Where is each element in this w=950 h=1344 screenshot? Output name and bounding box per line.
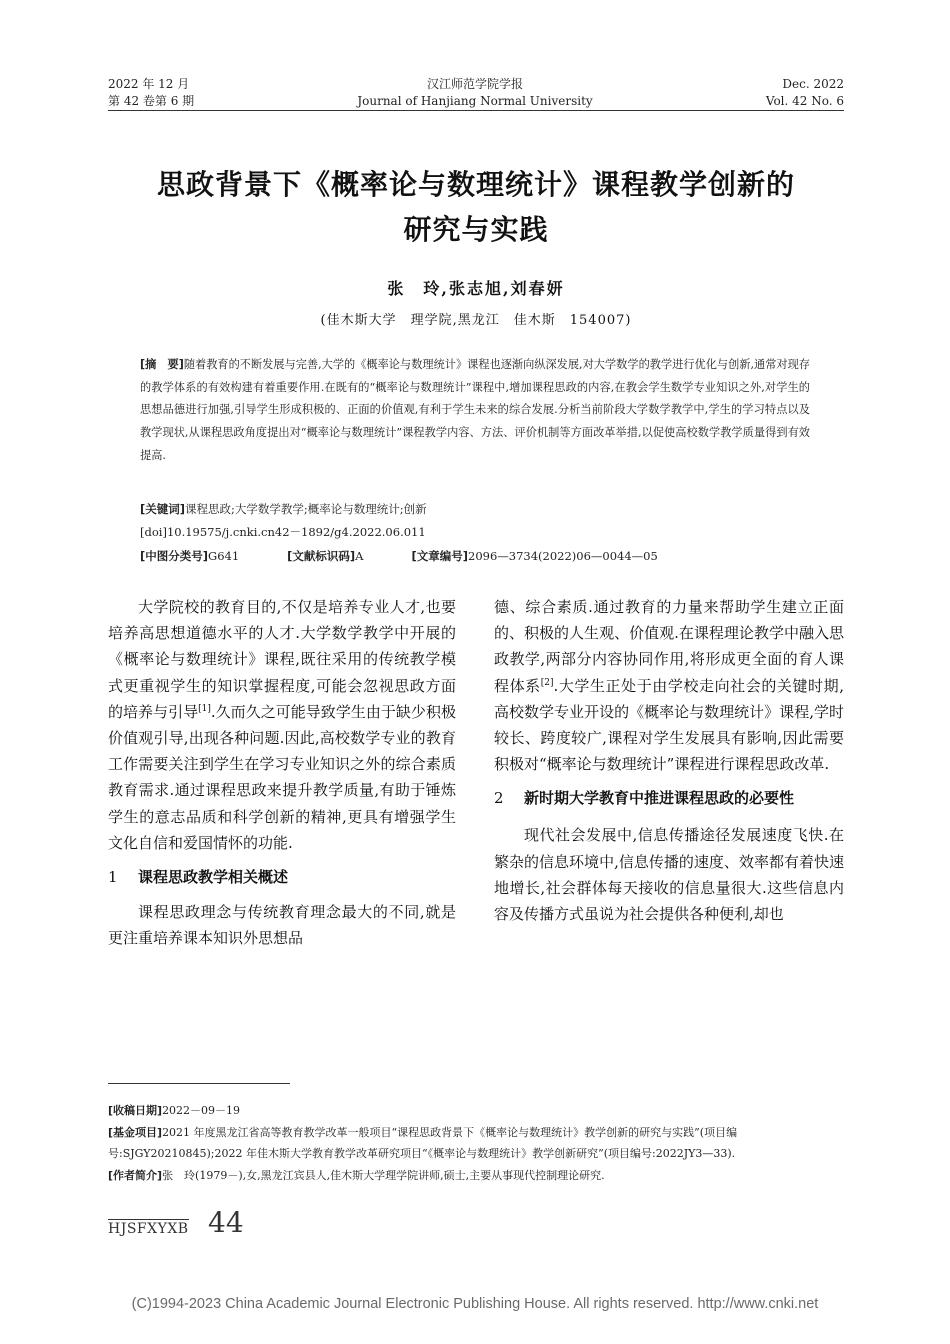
footnote-funding [108,1122,844,1165]
citation-ref-1[interactable]: [1] [198,703,211,714]
body-column-right [494,594,844,927]
section-1-number: 1 [108,868,118,887]
header-volume: 第 42 卷第 6 期 [108,94,195,108]
abstract [140,354,810,468]
header-date-en: Dec. 2022 [782,77,844,91]
title-line-1: 思政背景下《概率论与数理统计》课程教学创新的 [156,168,795,201]
footnote-author [108,1165,844,1187]
citation-ref-2[interactable]: [2] [540,677,554,688]
section-1-paragraph: 课程思政理念与传统教育理念最大的不同,就是更注重培养课本知识外思想品 [108,903,456,948]
clc-value: G641 [208,549,240,563]
article-number-value: 2096—3734(2022)06—0044—05 [468,549,658,563]
section-1-heading [108,864,456,891]
section-2-heading [494,785,844,812]
author-list: 张 玲,张志旭,刘春妍 [387,279,565,298]
header-rule [108,110,844,111]
journal-name-cn: 汉江师范学院学报 [426,77,523,91]
journal-name-en: Journal of Hanjiang Normal University [357,94,593,108]
clc-label: [中图分类号] [140,549,209,563]
intro-text-b: .久而久之可能导致学生由于缺少积极价值观引导,出现各种问题.因此,高校数学专业的教育工作需要关注到学生在学习专业知识之外的综合素质教育需求.通过课程思政来提升教学质量,有助于锤炼学生的意志品质和科学创新的精神,更具有增强学生文化自信和爱国情怀的功能. [108,702,456,852]
header-issue-en [766,76,844,110]
body-column-left [108,594,456,951]
footnote-rule [108,1083,290,1084]
intro-text-a: 大学院校的教育目的,不仅是培养专业人才,也要培养高思想道德水平的人才.大学数学教学中开展的《概率论与数理统计》课程,既往采用的传统教学模式更重视学生的知识掌握程度,可能会忽视思政方面的培养与引导 [108,598,456,721]
funding-label: [基金项目] [108,1125,163,1139]
header-journal [300,76,650,110]
keywords-label: [关键词] [140,502,186,516]
header-issue-date [108,76,194,110]
keywords [140,498,427,521]
copyright-notice: (C)1994-2023 China Academic Journal Electronic Publishing House. All rights reserved. http://www.cnki.net [131,1296,819,1312]
continued-text-a: 德、综合素质.通过教育的力量来帮助学生建立正面的、积极的人生观、价值观.在课程理论教学中融入思政教学,两部分内容协同作用,将形成更全面的育人课程体系 [494,598,844,695]
page-number: 44 [208,1206,244,1239]
abstract-text: 随着教育的不断发展与完善,大学的《概率论与数理统计》课程也逐渐向纵深发展,对大学数学的教学进行优化与创新,通常对现存的教学体系的有效构建有着重要作用.在既有的“概率论与数理统计”课程中,增加课程思政的内容,在教会学生数学专业知识之外,对学生的思想品德进行加强,引导学生形成积极的、正面的价值观,有利于学生未来的综合发展.分析当前阶段大学数学教学中,学生的学习特点以及教学现状,从课程思政角度提出对“概率论与数理统计”课程教学内容、方法、评价机制等方面改革举措,以促使高校数学教学质量得到有效提高. [140,358,810,462]
section-2-title: 新时期大学教育中推进课程思政的必要性 [524,789,795,808]
section-2-number: 2 [494,789,504,808]
intro-paragraph [108,594,456,856]
classification-line [140,545,658,568]
doc-code-value: A [355,549,364,563]
header-date: 2022 年 12 月 [108,77,190,91]
article-number-label: [文章编号] [411,549,468,563]
received-label: [收稿日期] [108,1104,163,1117]
footnote-received [108,1100,844,1122]
section-2-paragraph: 现代社会发展中,信息传播途径发展速度飞快.在繁杂的信息环境中,信息传播的速度、效率都有着快速地增长,社会群体每天接收的信息量很大.这些信息内容及传播方式虽说为社会提供各种便利,却也 [494,826,844,924]
doc-code-label: [文献标识码] [287,549,356,563]
received-date: 2022－09－19 [162,1104,241,1117]
section-1-title: 课程思政教学相关概述 [138,868,289,887]
author-bio-text: 张 玲(1979－),女,黑龙江宾县人,佳木斯大学理学院讲师,硕士,主要从事现代控制理论研究. [162,1168,605,1182]
doi-label: [doi] [140,525,167,539]
article-title [108,162,844,252]
doi-value: 10.19575/j.cnki.cn42－1892/g4.2022.06.011 [166,525,426,539]
footnotes [108,1100,844,1186]
title-line-2: 研究与实践 [403,213,549,246]
header-volume-en: Vol. 42 No. 6 [765,94,844,108]
funding-text: 2021 年度黑龙江省高等教育教学改革一般项目“课程思政背景下《概率论与数理统计》教学创新的研究与实践”(项目编号:SJGY20210845);2022 年佳木斯大学教育教学改革研究项目“《概率论与数理统计》教学创新研究”(项目编号:2022JY3—33). [108,1125,738,1160]
continued-text-b: .大学生正处于由学校走向社会的关键时期,高校数学专业开设的《概率论与数理统计》课程,学时较长、跨度较广,课程对学生发展具有影响,因此需要积极对“概率论与数理统计”课程进行课程思政改革. [494,676,844,774]
doi [140,521,426,544]
author-bio-label: [作者简介] [108,1168,163,1182]
keywords-text: 课程思政;大学数学教学;概率论与数理统计;创新 [185,502,427,516]
journal-code: HJSFXYXB [108,1221,189,1237]
abstract-label: [摘 要] [140,358,184,371]
continued-paragraph [494,594,844,777]
affiliation: (佳木斯大学 理学院,黑龙江 佳木斯 154007) [320,313,632,328]
